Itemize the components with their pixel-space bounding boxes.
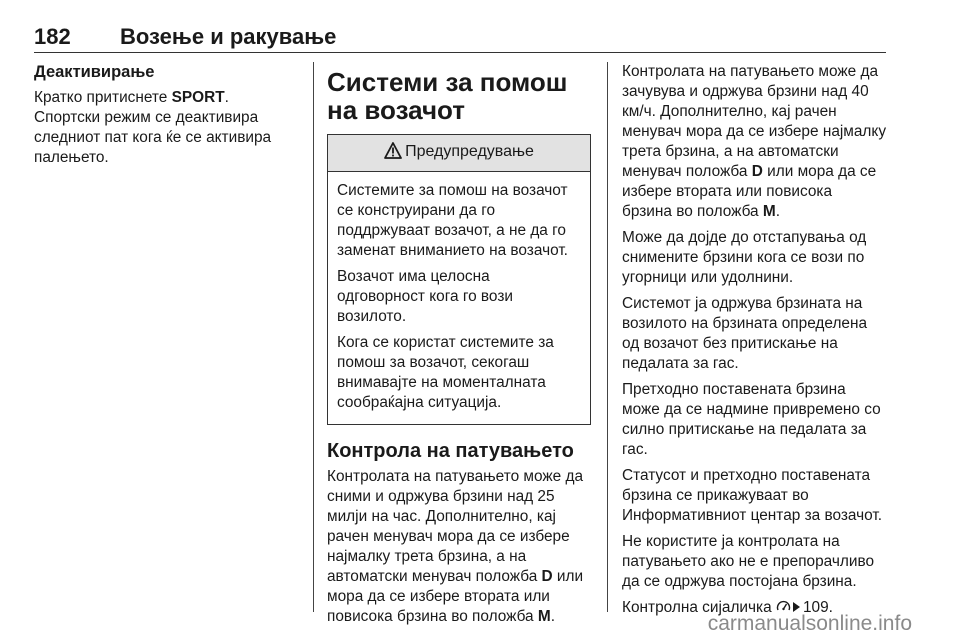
page-header [34,22,886,53]
text: Контролна сијаличка [622,599,776,616]
text: . Спортски режим се деактивира следниот пат кога ќе се активира палењето. [34,89,272,166]
text: . [550,608,556,625]
warning-box [327,134,591,425]
text: Контролата на патувањето може да зачувува и одржува брзини над 40 км/ч. Дополнително, кај рачен менувач мора да се избере најмалку трета брзина, а на автоматски менувач положба [622,63,887,180]
page-reference[interactable]: 109. [802,599,833,616]
text: . [775,203,780,220]
gear-m-label: M [762,203,776,220]
warning-paragraph: Возачот има целосна одговорност кога го вози возилото. [337,268,513,325]
sport-label: SPORT [171,89,225,106]
paragraph: Не користите ја контролата на патувањето ако не е препорачливо да се одржува постојана брзина. [622,533,875,590]
text: Контролата на патувањето може да сними и одржува брзини над 25 милји на час. Дополнително, кај рачен менувач мора да се избере најмалку трета брзина, а на автоматски менувач положба [327,468,584,585]
gear-d-label: D [541,568,553,585]
paragraph: Статусот и претходно поставената брзина се прикажуваат во Информативниот центар за возачот. [622,467,883,524]
text: или мора да се избере втората или повисока брзина во положба [327,568,584,625]
column-right [622,62,886,624]
running-title: Возење и ракување [120,24,337,49]
warning-paragraph: Системите за помош на возачот се конструирани да го поддржуваат возачот, а не да го заменат вниманието на возачот. [337,182,568,259]
warning-triangle-icon [384,142,402,165]
deactivation-heading: Деактивирање [34,63,155,81]
main-section-heading: Системи за помош на возачот [327,67,568,125]
deactivation-paragraph [34,88,296,168]
warning-body [328,172,590,424]
column-middle [327,62,591,633]
gear-d-label: D [751,163,763,180]
watermark: carmanualsonline.info [707,612,912,635]
page-number: 182 [34,24,71,49]
gear-m-label: M [537,608,551,625]
column-left [34,62,296,174]
cruise-control-heading: Контрола на патувањето [327,440,574,462]
paragraph: Претходно поставената брзина може да се надмине привремено со силно притискање на педалата за гас. [622,381,881,458]
paragraph [622,62,886,222]
reference-arrow-icon [793,602,800,612]
warning-title: Предупредување [405,143,534,160]
paragraph: Системот ја одржува брзината на возилото на брзината определена од возачот без притискање на педалата за гас. [622,295,868,372]
text: Кратко притиснете [34,89,172,106]
column-divider [607,62,608,612]
paragraph: Може да дојде до отстапувања од снимените брзини кога се вози по угорници или удолнини. [622,229,867,286]
text: или мора да се избере втората или повисока брзина во положба [622,163,877,220]
column-divider [313,62,314,612]
cruise-control-paragraph [327,467,591,627]
warning-paragraph: Кога се користат системите за помош за возачот, секогаш внимавајте на моменталната сообраќајна ситуација. [337,334,554,411]
warning-header [328,135,590,172]
